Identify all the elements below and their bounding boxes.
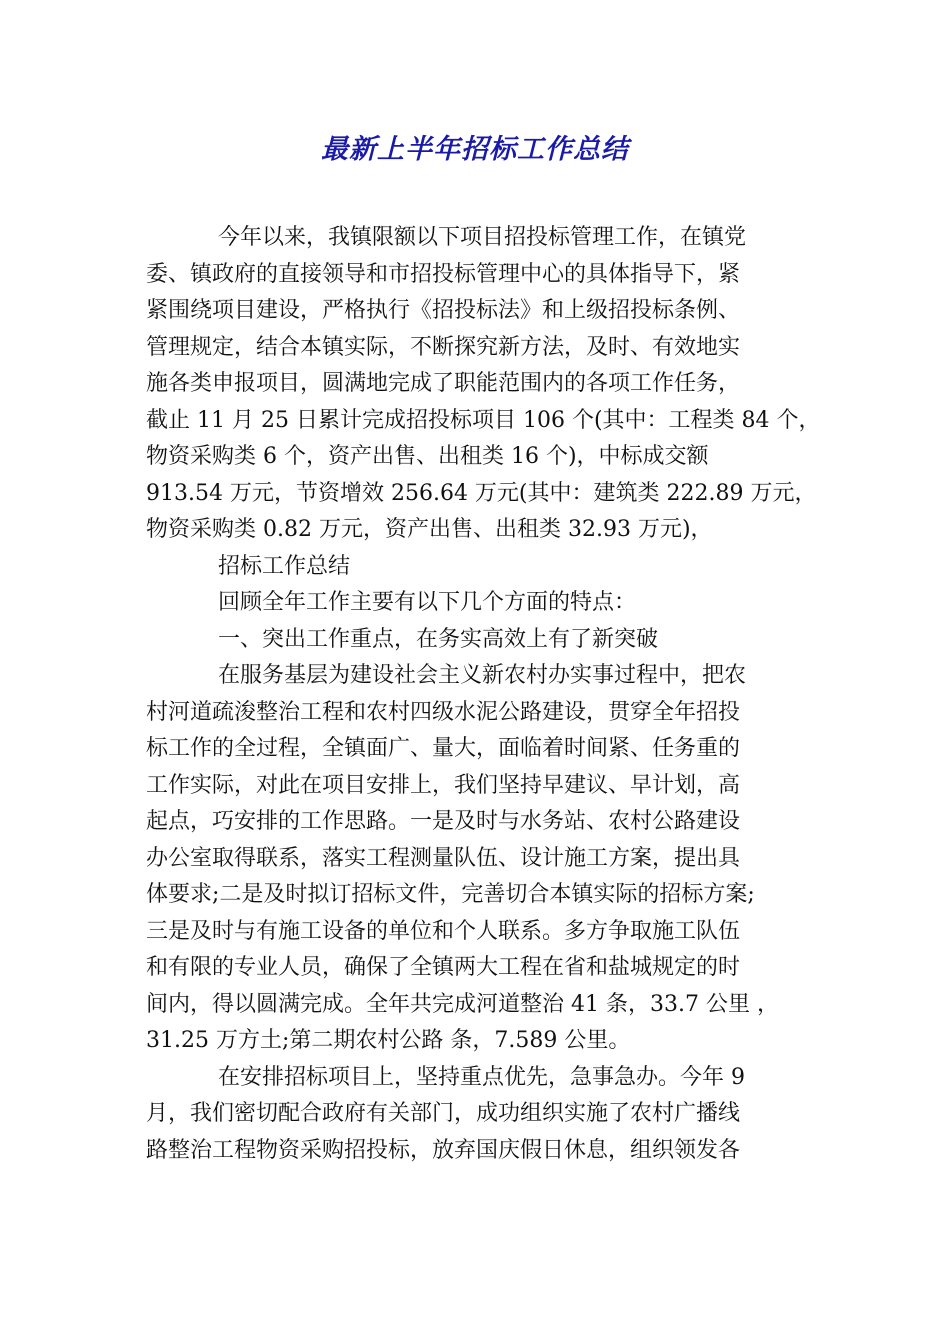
paragraph-line: 工作实际，对此在项目安排上，我们坚持早建议、早计划，高	[146, 772, 741, 798]
paragraph-line: 间内，得以圆满完成。全年共完成河道整治 41 条，33.7 公里 ，	[146, 991, 779, 1017]
document-body	[146, 220, 822, 1169]
paragraph-line: 紧围绕项目建设，严格执行《招投标法》和上级招投标条例、	[146, 298, 741, 323]
paragraph-line: 招标工作总结	[218, 553, 351, 579]
paragraph-line: 村河道疏浚整治工程和农村四级水泥公路建设，贯穿全年招投	[146, 699, 741, 725]
paragraph-line: 委、镇政府的直接领导和市招投标管理中心的具体指导下，紧	[146, 261, 741, 287]
paragraph-line: 回顾全年工作主要有以下几个方面的特点：	[218, 590, 637, 615]
paragraph-line: 和有限的专业人员，确保了全镇两大工程在省和盐城规定的时	[146, 955, 741, 980]
paragraph-line: 物资采购类 6 个，资产出售、出租类 16 个)，中标成交额	[146, 444, 709, 469]
paragraph-line: 今年以来，我镇限额以下项目招投标管理工作，在镇党	[218, 225, 747, 250]
paragraph-line: 办公室取得联系，落实工程测量队伍、设计施工方案，提出具	[146, 845, 741, 871]
paragraph-line: 月，我们密切配合政府有关部门，成功组织实施了农村广播线	[146, 1101, 741, 1126]
paragraph-line: 管理规定，结合本镇实际，不断探究新方法，及时、有效地实	[146, 334, 741, 360]
paragraph-line: 起点，巧安排的工作思路。一是及时与水务站、农村公路建设	[146, 809, 741, 834]
paragraph-line: 体要求;二是及时拟订招标文件，完善切合本镇实际的招标方案;	[146, 882, 755, 907]
paragraph-line: 路整治工程物资采购招投标，放弃国庆假日休息，组织领发各	[146, 1137, 741, 1163]
paragraph-line: 31.25 万方土;第二期农村公路 条，7.589 公里。	[146, 1028, 631, 1053]
paragraph-line: 施各类申报项目，圆满地完成了职能范围内的各项工作任务，	[146, 371, 741, 396]
document-title: 最新上半年招标工作总结	[321, 134, 629, 165]
paragraph-line: 截止 11 月 25 日累计完成招投标项目 106 个(其中：工程类 84 个，	[146, 407, 821, 433]
paragraph-line: 在安排招标项目上，坚持重点优先，急事急办。今年 9	[218, 1064, 745, 1090]
paragraph-line: 三是及时与有施工设备的单位和个人联系。多方争取施工队伍	[146, 918, 741, 944]
paragraph-line: 一、突出工作重点，在务实高效上有了新突破	[218, 626, 659, 652]
paragraph-line: 在服务基层为建设社会主义新农村办实事过程中，把农	[218, 663, 747, 688]
paragraph-line: 物资采购类 0.82 万元，资产出售、出租类 32.93 万元)，	[146, 517, 713, 542]
paragraph-line: 913.54 万元，节资增效 256.64 万元(其中：建筑类 222.89 万元，	[146, 480, 817, 506]
paragraph-line: 标工作的全过程，全镇面广、量大，面临着时间紧、任务重的	[146, 736, 741, 761]
